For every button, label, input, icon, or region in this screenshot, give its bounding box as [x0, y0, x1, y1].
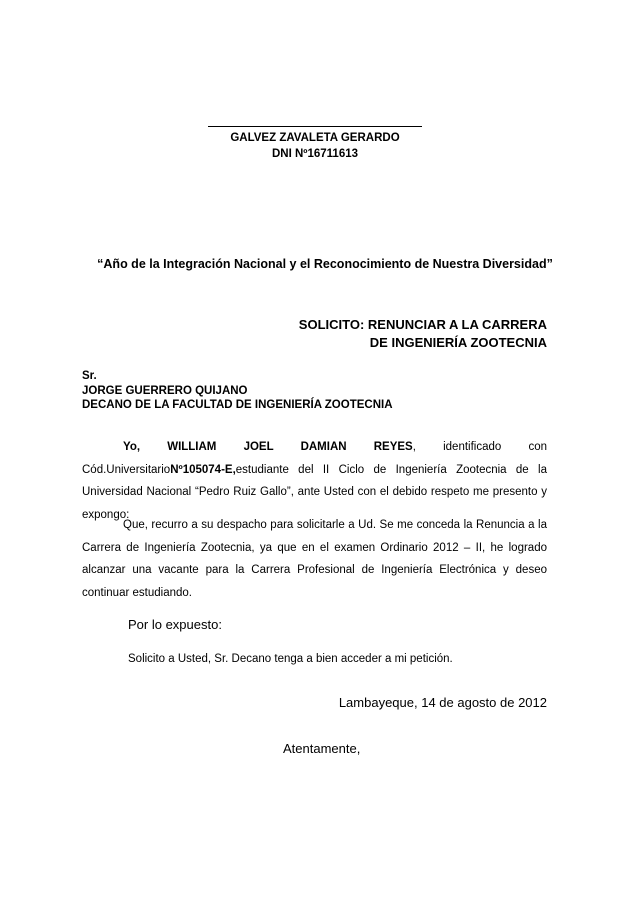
- request-sentence: Solicito a Usted, Sr. Decano tenga a bien acceder a mi petición.: [128, 653, 453, 665]
- recipient-name: JORGE GUERRERO QUIJANO: [82, 384, 248, 397]
- recipient-title: DECANO DE LA FACULTAD DE INGENIERÍA ZOOTECNIA: [82, 399, 393, 411]
- recipient-salutation: Sr.: [82, 370, 97, 382]
- intro-text-a: , identificado con Cód.Universitario: [82, 441, 547, 476]
- closing: Atentamente,: [283, 741, 361, 756]
- year-motto: “Año de la Integración Nacional y el Reconocimiento de Nuestra Diversidad”: [97, 257, 553, 271]
- subject-block: [200, 316, 547, 352]
- signature-name: GALVEZ ZAVALETA GERARDO: [230, 132, 400, 144]
- por-lo-expuesto: Por lo expuesto:: [128, 617, 222, 632]
- student-code: Nº105074-E,: [170, 463, 236, 476]
- subject-line-1: SOLICITO: RENUNCIAR A LA CARRERA: [298, 317, 547, 332]
- intro-text-b: estudiante del II Ciclo de Ingeniería Zootecnia de la Universidad Nacional “Pedro Ruiz Gallo”, ante Usted con el debido respeto me presento y expongo:: [82, 463, 547, 521]
- signature-line: [208, 126, 422, 127]
- paragraph-introduction: [82, 436, 547, 526]
- subject-line-2: DE INGENIERÍA ZOOTECNIA: [369, 335, 547, 350]
- paragraph-request-reason: [82, 514, 547, 604]
- signature-dni: DNI Nº16711613: [271, 148, 359, 160]
- reason-text: Que, recurro a su despacho para solicitarle a Ud. Se me conceda la Renuncia a la Carrera de Ingeniería Zootecnia, ya que en el examen Ordinario 2012 – II, he logrado alcanzar una vacante para la Carrera Profesional de Ingeniería Electrónica y deseo continuar estudiando.: [82, 519, 547, 599]
- recipient-block: [82, 369, 393, 413]
- place-date: Lambayeque, 14 de agosto de 2012: [338, 695, 547, 710]
- student-name: Yo, WILLIAM JOEL DAMIAN REYES: [123, 441, 413, 453]
